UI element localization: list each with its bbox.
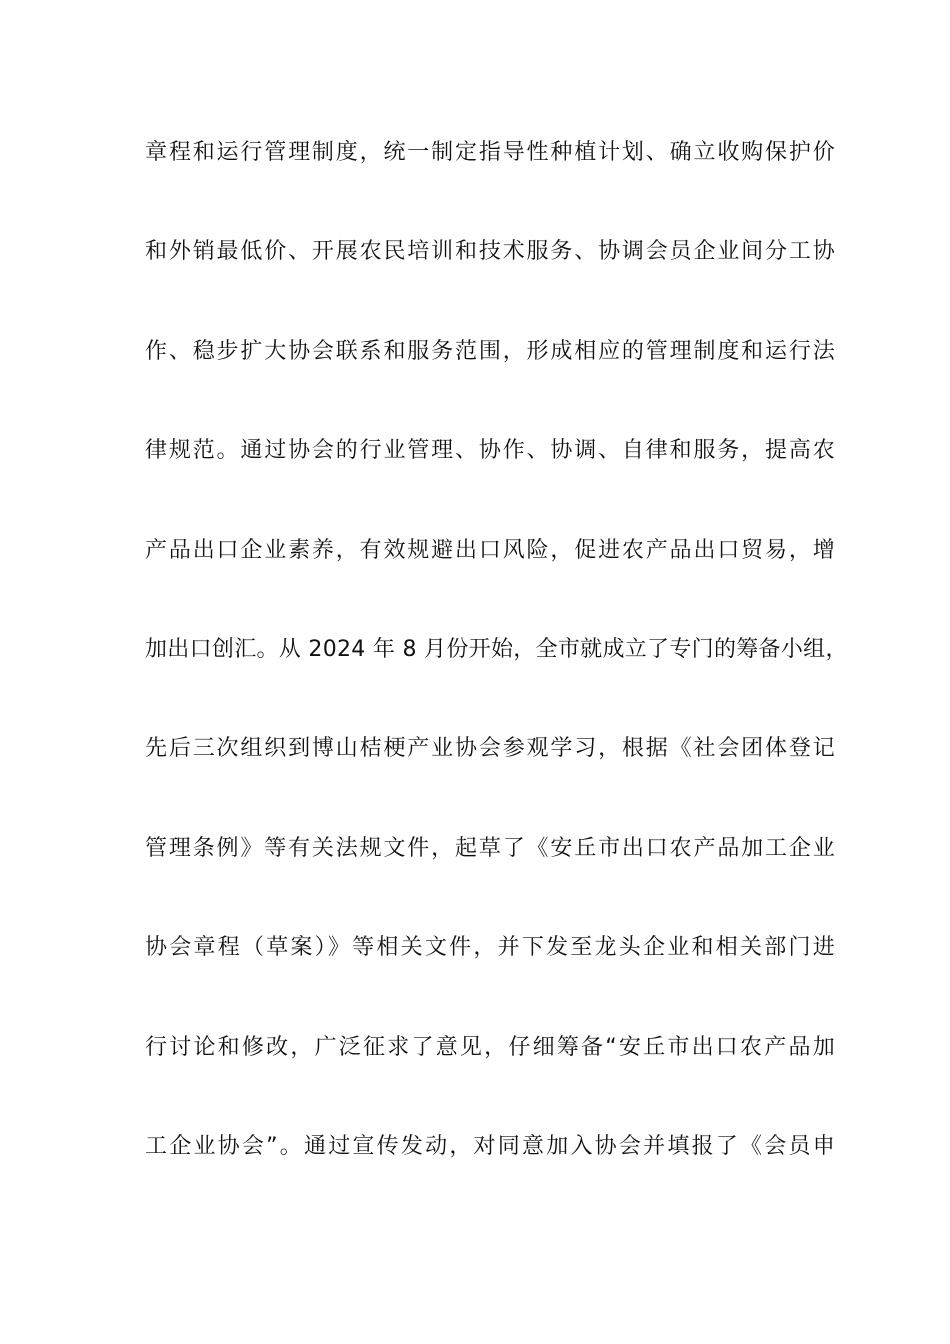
text-line-7: 先后三次组织到博山桔梗产业协会参观学习，根据《社会团体登记 [145, 736, 835, 761]
text-line-6: 加出口创汇。从 2024 年 8 月份开始，全市就成立了专门的筹备小组， [145, 637, 848, 662]
text-line-2: 和外销最低价、开展农民培训和技术服务、协调会员企业间分工协 [145, 239, 835, 264]
text-line-9: 协会章程（草案）》等相关文件，并下发至龙头企业和相关部门进 [145, 935, 835, 960]
text-line-10: 行讨论和修改，广泛征求了意见，仔细筹备“安丘市出口农产品加 [145, 1035, 835, 1060]
text-line-3: 作、稳步扩大协会联系和服务范围，形成相应的管理制度和运行法 [145, 339, 835, 364]
text-line-8: 管理条例》等有关法规文件，起草了《安丘市出口农产品加工企业 [145, 836, 835, 861]
text-line-4: 律规范。通过协会的行业管理、协作、协调、自律和服务，提高农 [145, 438, 835, 463]
text-line-1: 章程和运行管理制度，统一制定指导性种植计划、确立收购保护价 [145, 140, 835, 165]
text-line-11: 工企业协会”。通过宣传发动，对同意加入协会并填报了《会员申 [145, 1134, 835, 1159]
text-line-5: 产品出口企业素养，有效规避出口风险，促进农产品出口贸易，增 [145, 538, 835, 563]
